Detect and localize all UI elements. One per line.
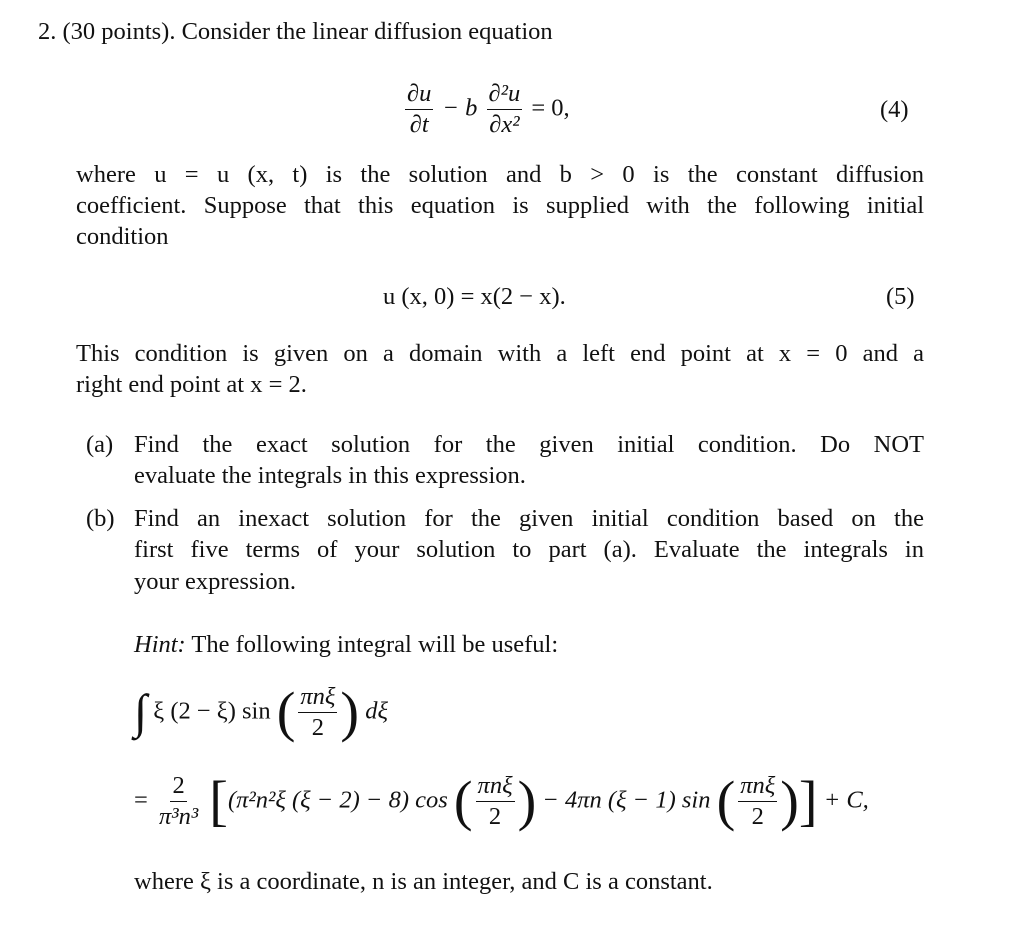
hint-label: Hint: (134, 631, 186, 658)
equation-5: u (x, 0) = x(2 − x). (383, 283, 566, 310)
part-a-line2: evaluate the integrals in this expression. (134, 462, 526, 489)
para1-line2: coefficient. Suppose that this equation is supplied with the following initial (76, 192, 924, 219)
eq4-minus-b: − b (442, 94, 478, 122)
para1-line1: where u = u (x, t) is the solution and b > 0 is the constant diffusion (76, 161, 924, 188)
footer-text: where ξ is a coordinate, n is an integer, and C is a constant. (134, 868, 713, 895)
eq4-label: (4) (880, 96, 909, 123)
result-tail: + C, (823, 786, 869, 814)
result-term1: (π²n²ξ (ξ − 2) − 8) cos (227, 786, 448, 814)
integral-frac-den: 2 (311, 714, 325, 742)
para2-line2: right end point at x = 2. (76, 371, 307, 398)
integrand: ξ (2 − ξ) sin (153, 697, 271, 725)
eq4-numerator-2: ∂²u (487, 80, 523, 110)
problem-number: 2. (38, 18, 57, 45)
part-b-line3: your expression. (134, 568, 296, 595)
problem-intro: (30 points). Consider the linear diffusion equation (62, 18, 553, 45)
part-b-line2: first five terms of your solution to part (a). Evaluate the integrals in (134, 536, 924, 563)
eq4-denominator-1: ∂t (409, 111, 429, 139)
part-a-line1: Find the exact solution for the given initial condition. Do NOT (134, 431, 924, 458)
hint-result: = $\frac{2}{\text{π³n³}}$ [(π²n²ξ (ξ − 2) − 8) cos ( $\frac{\text{πnξ}}{2}$ ) − 4πn (ξ − 1) sin ( $\frac{\text{πnξ}}{2}$ )] + C, (134, 770, 869, 833)
eq4-rhs: = 0, (531, 94, 570, 122)
result-frac-den-2: 2 (751, 803, 764, 831)
result-coef-num: 2 (170, 772, 186, 802)
eq5-label: (5) (886, 283, 915, 310)
result-frac-num-2: πnξ (738, 772, 777, 802)
hint-integral: ∫ ξ (2 − ξ) sin ( $\frac{\text{πnξ}}{2}$ ) dξ (134, 681, 388, 744)
hint-text: The following integral will be useful: (191, 631, 559, 658)
result-equals: = (134, 786, 148, 814)
integral-dxi: dξ (365, 697, 388, 725)
result-frac-num-1: πnξ (476, 772, 515, 802)
integral-sign: ∫ (134, 685, 148, 739)
problem-header (38, 18, 553, 46)
part-b-line1: Find an inexact solution for the given initial condition based on the (134, 505, 924, 532)
result-frac-den-1: 2 (488, 803, 502, 831)
integral-frac-num: πnξ (298, 683, 337, 713)
para2-line1: This condition is given on a domain with a left end point at x = 0 and a (76, 340, 924, 367)
para1-line3: condition (76, 223, 169, 250)
part-a-label: (a) (86, 431, 114, 458)
part-b-label: (b) (86, 505, 115, 532)
hint (134, 631, 558, 659)
result-term2: − 4πn (ξ − 1) sin (542, 786, 711, 814)
eq4-denominator-2: ∂x² (489, 111, 520, 139)
eq4-numerator-1: ∂u (405, 80, 433, 110)
result-coef-den: π³n³ (158, 803, 199, 831)
equation-4 (402, 80, 570, 139)
